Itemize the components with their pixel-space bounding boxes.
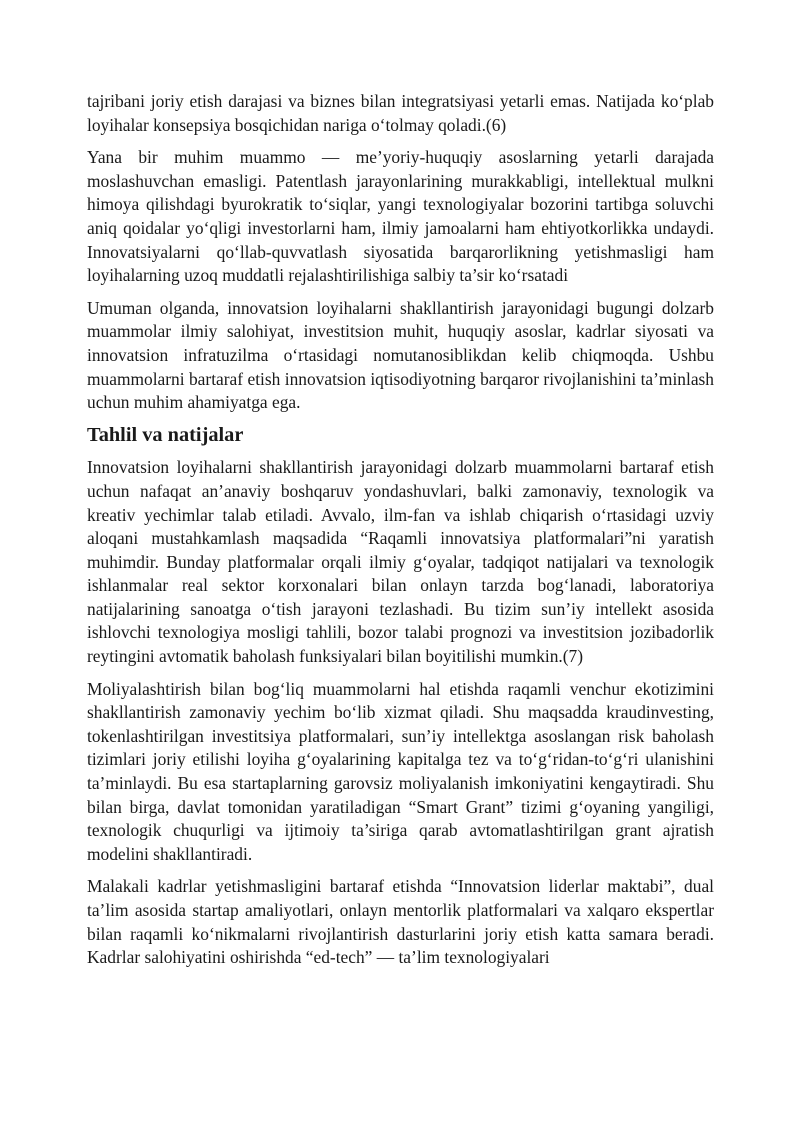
paragraph-financing: Moliyalashtirish bilan bog‘liq muammolarni hal etishda raqamli venchur ekotizimini shakllantirish zamonaviy yechim bo‘lib xizmat qiladi. Shu maqsadda kraudinvesting, tokenlashtirilgan investitsiya platformalari, sun’iy intellektga asoslangan risk baholash tizimlari joriy etilishi loyiha g‘oyalarining kapitalga tez va to‘g‘ridan-to‘g‘ri ulanishini ta’minlaydi. Bu esa startaplarning garovsiz moliyalanish imkoniyatini kengaytiradi. Shu bilan birga, davlat tomonidan yaratiladigan “Smart Grant” tizimi g‘oyaning yangiligi, texnologik chuqurligi va ijtimoiy ta’siriga qarab avtomatlashtirilgan grant ajratish modelini shakllantiradi. [87, 678, 714, 864]
section-heading: Tahlil va natijalar [87, 423, 244, 446]
paragraph-personnel: Malakali kadrlar yetishmasligini bartaraf etishda “Innovatsion liderlar maktabi”, dual ta’lim asosida startap amaliyotlari, onlayn mentorlik platformalari va xalqaro ekspertlar bilan raqamli ko‘nikmalarni rivojlantirish dasturlarini joriy etish katta samara beradi. Kadrlar salohiyatini oshirishda “ed-tech” — ta’lim texnologiyalari [87, 876, 714, 968]
paragraph-summary: Umuman olganda, innovatsion loyihalarni shakllantirish jarayonidagi bugungi dolzarb muammolar ilmiy salohiyat, investitsion muhit, huquqiy asoslar, kadrlar siyosati va innovatsion infratuzilma o‘rtasidagi nomutanosiblikdan kelib chiqmoqda. Ushbu muammolarni bartaraf etish innovatsion iqtisodiyotning barqaror rivojlanishini ta’minlash uchun muhim ahamiyatga ega. [87, 297, 714, 413]
paragraph-digital-platforms: Innovatsion loyihalarni shakllantirish jarayonidagi dolzarb muammolarni bartaraf etish uchun nafaqat an’anaviy boshqaruv yondashuvlari, balki zamonaviy, texnologik va kreativ yechimlar talab etiladi. Avvalo, ilm-fan va ishlab chiqarish o‘rtasidagi uzviy aloqani mustahkamlash maqsadida “Raqamli innovatsiya platformalari”ni yaratish muhimdir. Bunday platformalar orqali ilmiy g‘oyalar, tadqiqot natijalari va texnologik ishlanmalar real sektor korxonalari bilan onlayn tarzda bog‘lanadi, laboratoriya natijalarining sanoatga o‘tish jarayoni tezlashadi. Bu tizim sun’iy intellekt asosida ishlovchi texnologiya mosligi tahlili, bozor talabi prognozi va investitsion jozibadorlik reytingini avtomatik baholash funksiyalari bilan boyitilishi mumkin.(7) [87, 457, 714, 667]
paragraph-continuation: tajribani joriy etish darajasi va biznes bilan integratsiyasi yetarli emas. Natijada ko‘plab loyihalar konsepsiya bosqichidan nariga o‘tolmay qoladi.(6) [87, 91, 714, 135]
paragraph-legal-issues: Yana bir muhim muammo — me’yoriy-huquqiy asoslarning yetarli darajada moslashuvchan emasligi. Patentlash jarayonlarining murakkabligi, intellektual mulkni himoya qilishdagi byurokratik to‘siqlar, yangi texnologiyalar bozorini tartibga soluvchi aniq qoidalar yo‘qligi investorlarni ham, ilmiy jamoalarni ham ehtiyotkorlikka undaydi. Innovatsiyalarni qo‘llab-quvvatlash siyosatida barqarorlikning yetishmasligi ham loyihalarning uzoq muddatli rejalashtirilishiga salbiy ta’sir ko‘rsatadi [87, 147, 714, 286]
document-page [87, 90, 714, 979]
